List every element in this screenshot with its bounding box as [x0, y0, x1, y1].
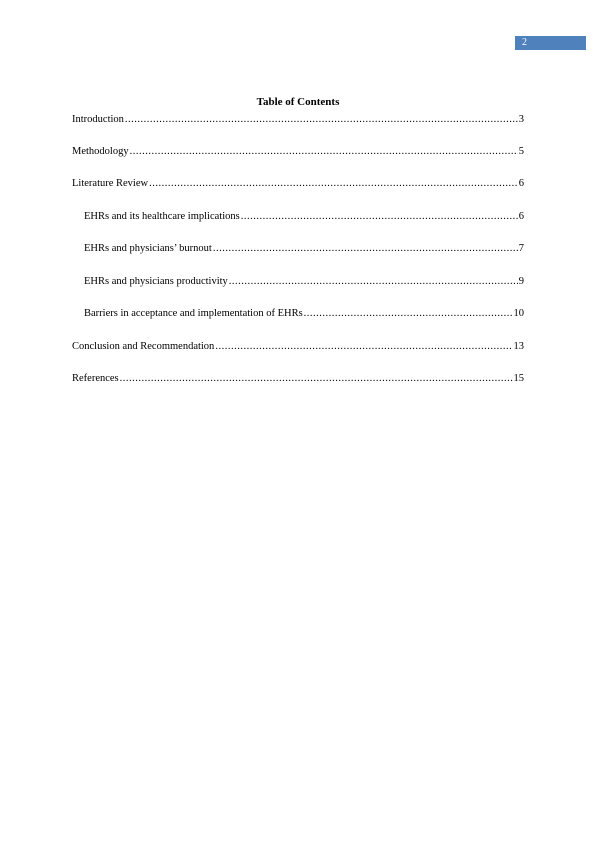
dot-leader: [120, 372, 513, 385]
toc-entry-introduction[interactable]: [72, 113, 524, 126]
toc-entry-page: 13: [513, 341, 524, 352]
toc-entry-label: Methodology: [72, 146, 129, 157]
toc-entry-label: EHRs and physicians productivity: [84, 276, 228, 287]
dot-leader: [149, 177, 518, 190]
toc-entry-label: Conclusion and Recommendation: [72, 341, 215, 352]
toc-entry-page: 5: [518, 146, 524, 157]
dot-leader: [130, 145, 518, 158]
dot-leader: [213, 242, 518, 255]
dot-leader: [215, 340, 512, 353]
toc-entry-ehrs-healthcare-implications[interactable]: [84, 210, 524, 223]
toc-entry-label: Literature Review: [72, 178, 149, 189]
dot-leader: [241, 210, 518, 223]
toc-entry-page: 6: [518, 178, 524, 189]
toc-entry-page: 15: [513, 373, 524, 384]
dot-leader: [125, 113, 518, 126]
toc-entry-conclusion-recommendation[interactable]: [72, 340, 524, 353]
toc-entry-page: 3: [518, 114, 524, 125]
toc-title: Table of Contents: [256, 96, 340, 108]
toc-entry-barriers-ehrs[interactable]: [84, 307, 524, 320]
toc-entry-page: 6: [518, 211, 524, 222]
page-number-badge: [515, 36, 586, 50]
toc-entry-page: 10: [513, 308, 524, 319]
page-number: 2: [522, 37, 527, 48]
toc-entry-ehrs-physicians-productivity[interactable]: [84, 275, 524, 288]
toc-entry-page: 7: [518, 243, 524, 254]
toc-entry-label: EHRs and physicians’ burnout: [84, 243, 212, 254]
dot-leader: [304, 307, 513, 320]
toc-entry-references[interactable]: [72, 372, 524, 385]
dot-leader: [229, 275, 518, 288]
toc-entry-literature-review[interactable]: [72, 177, 524, 190]
toc-entry-label: References: [72, 373, 119, 384]
toc-entry-label: Introduction: [72, 114, 124, 125]
toc-entry-label: Barriers in acceptance and implementation of EHRs: [84, 308, 303, 319]
toc-entry-label: EHRs and its healthcare implications: [84, 211, 240, 222]
toc-entry-methodology[interactable]: [72, 145, 524, 158]
toc-entry-page: 9: [518, 276, 524, 287]
toc-entry-ehrs-physicians-burnout[interactable]: [84, 242, 524, 255]
